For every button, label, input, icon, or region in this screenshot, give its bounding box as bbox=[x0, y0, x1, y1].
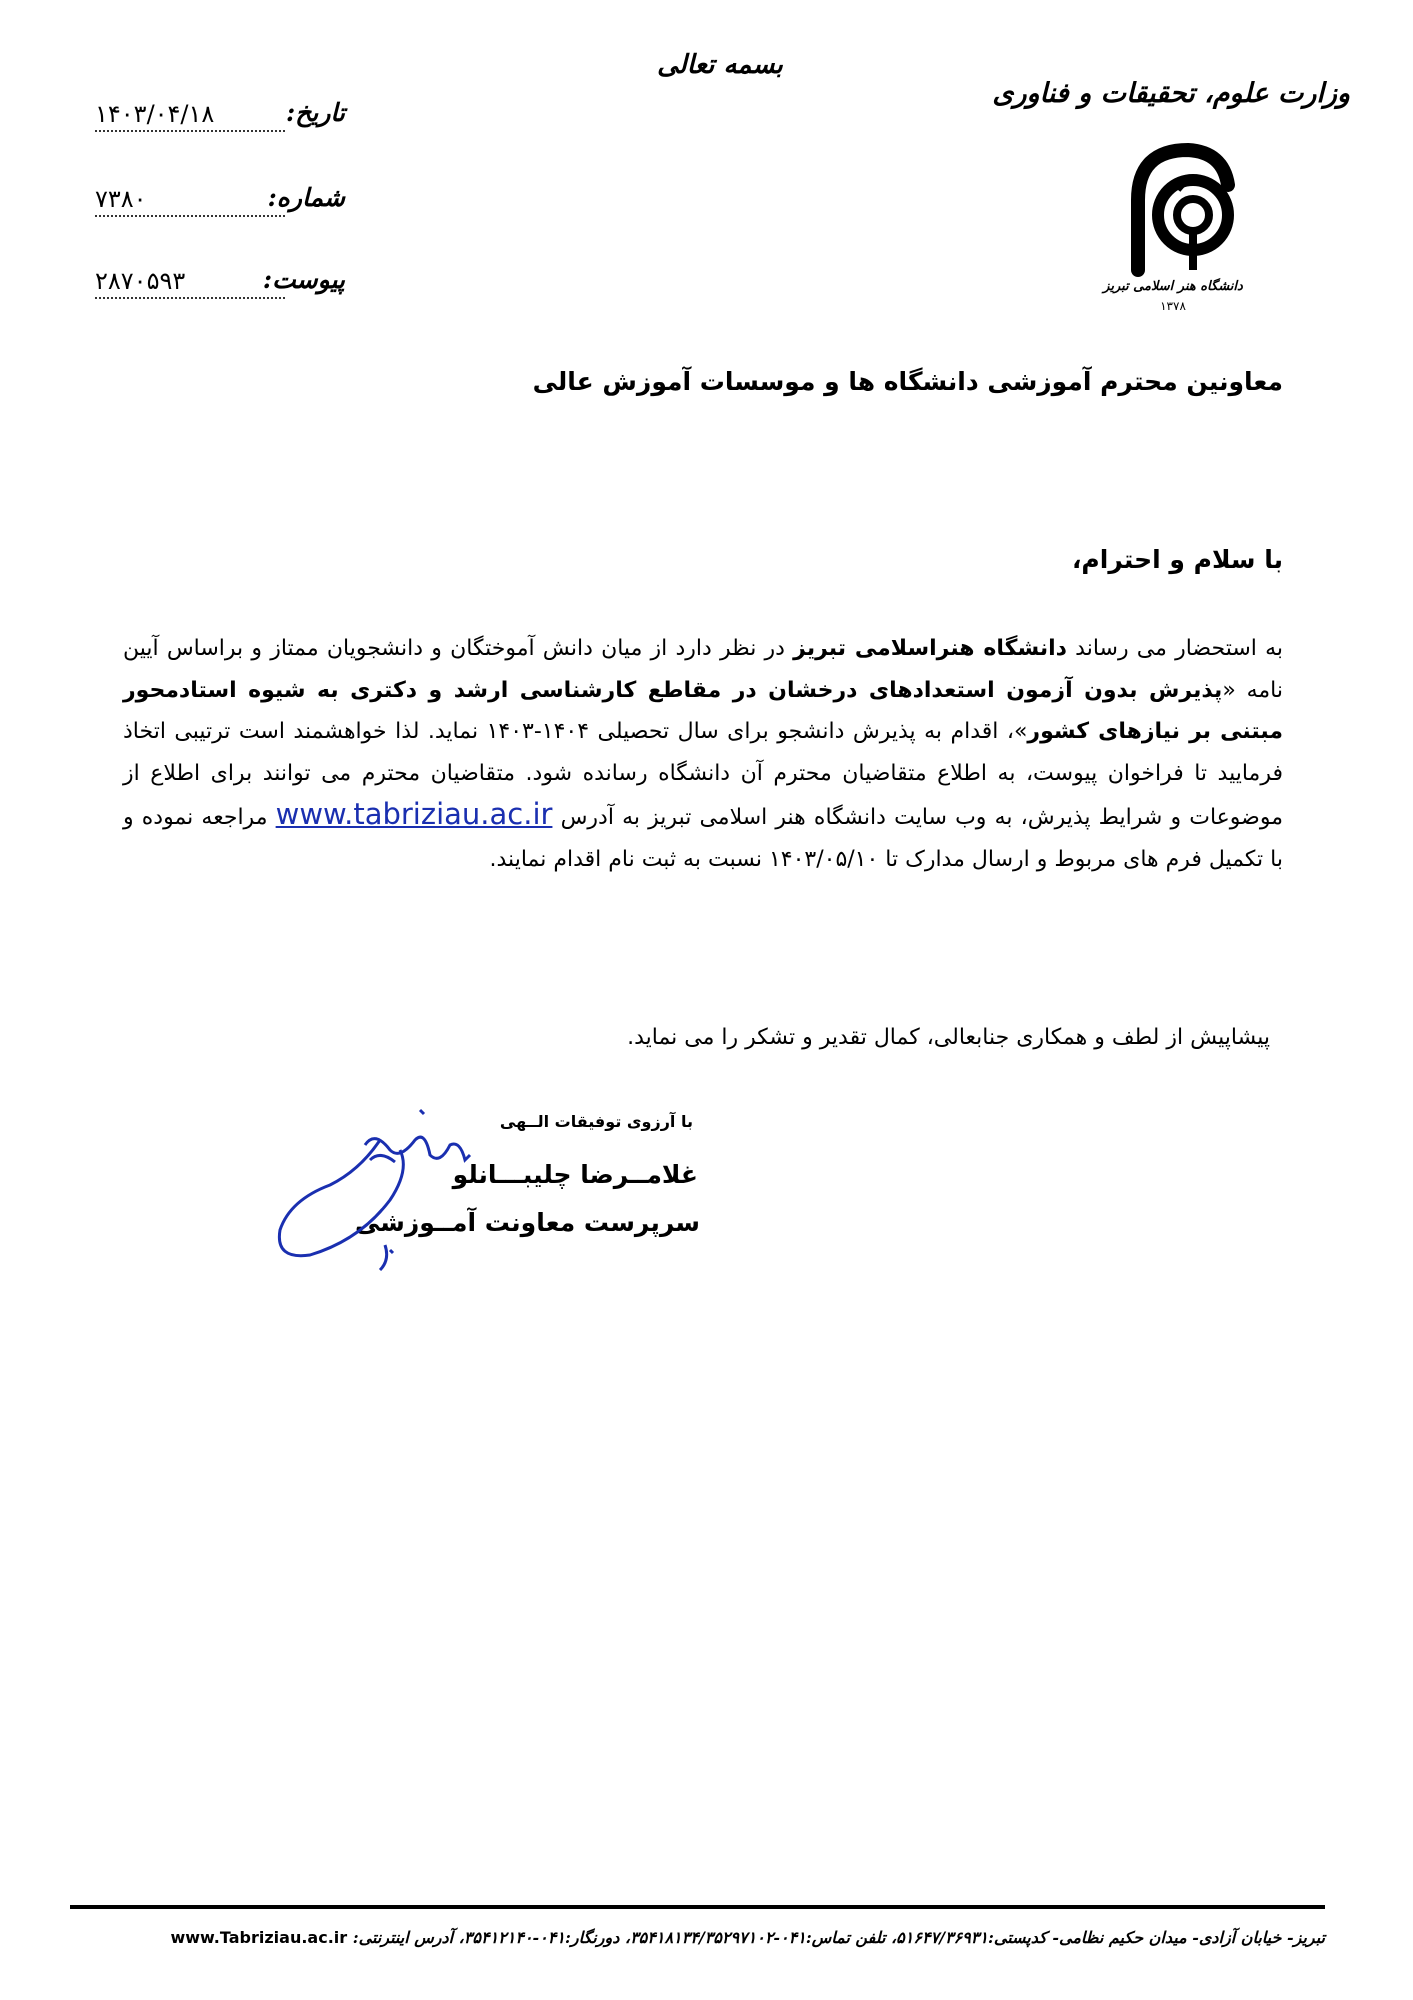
number-row bbox=[95, 183, 345, 223]
closing-line: پیشاپیش از لطف و همکاری جنابعالی، کمال تقدیر و تشکر را می نماید. bbox=[627, 1025, 1270, 1050]
handwritten-signature bbox=[270, 1100, 490, 1280]
footer-address bbox=[70, 1928, 1325, 1947]
body-text-c: در نظر دارد از میان دانش آموختگان و دانشجویان ممتاز و براساس آیین نامه « bbox=[123, 636, 1284, 703]
date-row bbox=[95, 98, 345, 138]
recipient: معاونین محترم آموزشی دانشگاه ها و موسسات آموزش عالی bbox=[532, 367, 1283, 396]
signatory-title: سرپرست معاونت آمــوزشی bbox=[355, 1208, 700, 1237]
attachment-value: ۲۸۷۰۵۹۳ bbox=[95, 267, 285, 299]
signature-wish: با آرزوی توفیقات الــهی bbox=[499, 1112, 693, 1131]
website-link[interactable]: www.tabriziau.ac.ir bbox=[275, 797, 553, 831]
basmala: بسمه تعالی bbox=[657, 50, 783, 80]
attachment-label: پیوست: bbox=[262, 265, 345, 294]
regulation-title: پذیرش بدون آزمون استعدادهای درخشان در مقاطع کارشناسی ارشد و دکتری به شیوه استادمحور مبتنی بر نیازهای کشور bbox=[123, 677, 1283, 744]
date-value: ۱۴۰۳/۰۴/۱۸ bbox=[95, 100, 285, 132]
greeting: با سلام و احترام، bbox=[1071, 545, 1283, 574]
footer-address-text: تبریز- خیابان آزادی- میدان حکیم نظامی- کدپستی:۵۱۶۴۷/۳۶۹۳۱، تلفن تماس:۰۴۱-۳۵۴۱۸۱۳۴/۳۵۲۹۷۱۰۲، دورنگار:۰۴۱-۳۵۴۱۲۱۴۰، آدرس اینترنتی: bbox=[352, 1928, 1325, 1947]
university-name: دانشگاه هنراسلامی تبریز bbox=[793, 636, 1067, 661]
footer-divider bbox=[70, 1905, 1325, 1909]
number-label: شماره: bbox=[267, 183, 345, 212]
logo-mark-icon bbox=[1098, 130, 1248, 320]
signatory-name: غلامــرضا چلیبـــانلو bbox=[452, 1160, 698, 1189]
number-value: ۷۳۸۰ bbox=[95, 185, 285, 217]
logo-year: ۱۳۷۸ bbox=[1160, 299, 1186, 313]
university-logo bbox=[1098, 130, 1248, 320]
body-text-a: به استحضار می رساند bbox=[1066, 636, 1284, 661]
body-text-f: مراجعه نموده و با تکمیل فرم های مربوط و ارسال مدارک تا ۱۴۰۳/۰۵/۱۰ نسبت به ثبت نام اقدام نمایند. bbox=[123, 805, 1283, 872]
body-text-e: »، اقدام به پذیرش دانشجو برای سال تحصیلی ۱۴۰۴-۱۴۰۳ نماید. لذا خواهشمند است ترتیبی اتخاذ فرمایید تا فراخوان پیوست، به اطلاع متقاضیان محترم آن دانشگاه رسانده شود. متقاضیان محترم می توانند برای اطلاع از موضوعات و شرایط پذیرش، به وب سایت دانشگاه هنر اسلامی تبریز به آدرس bbox=[123, 719, 1283, 830]
footer-website[interactable]: www.Tabriziau.ac.ir bbox=[170, 1928, 348, 1947]
attachment-row bbox=[95, 265, 345, 305]
date-label: تاریخ: bbox=[286, 98, 345, 127]
ministry-title: وزارت علوم، تحقیقات و فناوری bbox=[992, 78, 1350, 109]
letter-body bbox=[123, 628, 1283, 880]
logo-caption: دانشگاه هنر اسلامی تبریز bbox=[1103, 279, 1243, 294]
